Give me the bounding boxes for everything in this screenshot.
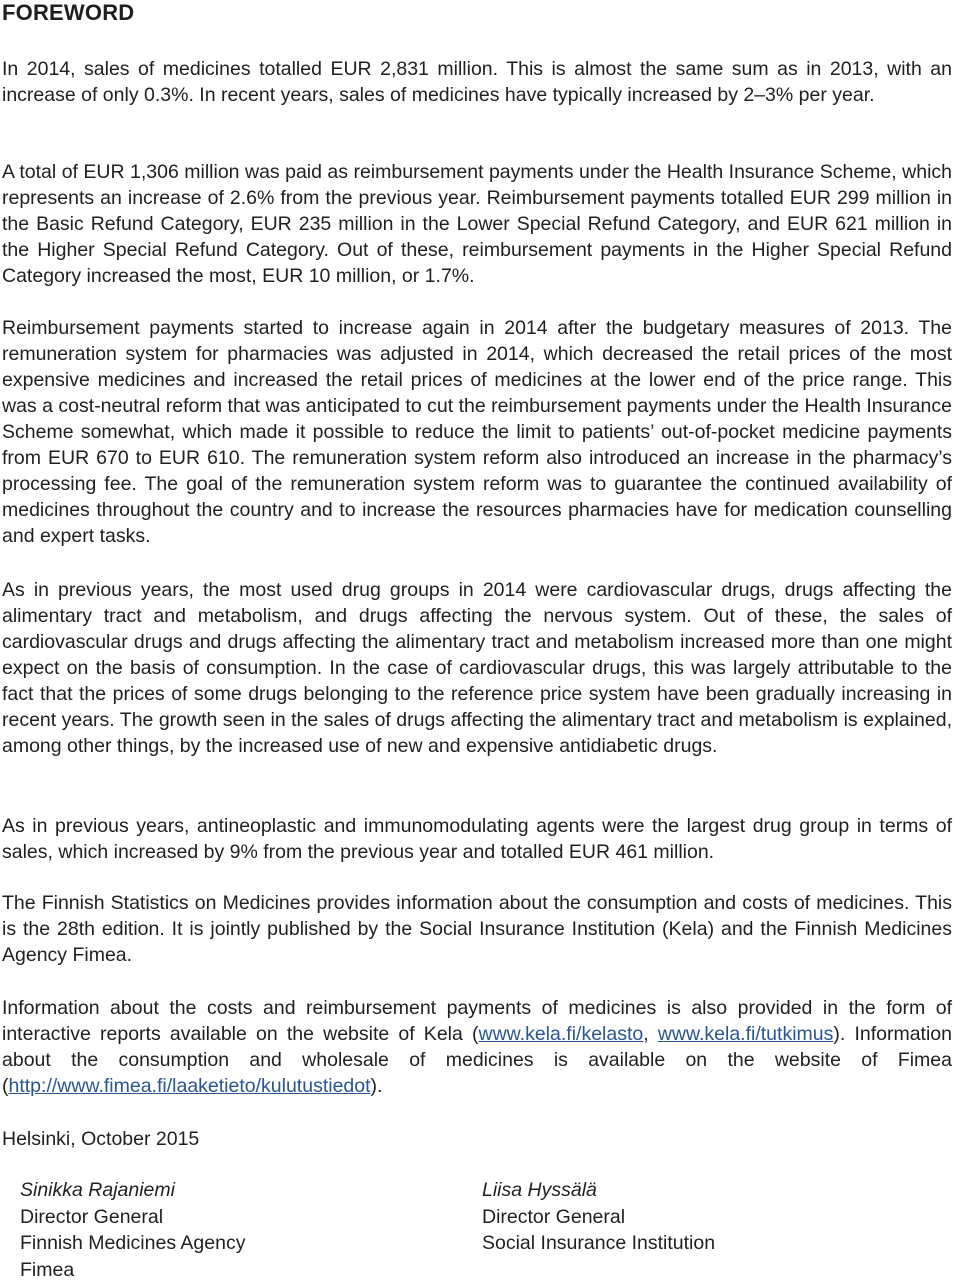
paragraph-antineoplastic: As in previous years, antineoplastic and immunomodulating agents were the largest drug group in terms of sales, which increased by 9% from the previous year and totalled EUR 461 million. bbox=[2, 813, 952, 865]
signatory-organization: Finnish Medicines Agency bbox=[20, 1230, 245, 1257]
websites-text-1: Information about the costs and reimbursement payments of medicines is also provided in the form of interactive reports available on the website of Kela ( bbox=[2, 997, 952, 1045]
paragraph-drug-groups: As in previous years, the most used drug groups in 2014 were cardiovascular drugs, drugs affecting the alimentary tract and metabolism, and drugs affecting the nervous system. Out of these, the sales of cardiovascular drugs and drugs affecting the alimentary tract and metabolism increased more than one might expect on the basis of consumption. In the case of cardiovascular drugs, this was largely attributable to the fact that the prices of some drugs belonging to the reference price system have been gradually increasing in recent years. The growth seen in the sales of drugs affecting the alimentary tract and metabolism is explained, among other things, by the increased use of new and expensive antidiabetic drugs. bbox=[2, 577, 952, 759]
signature-block-fimea bbox=[20, 1177, 245, 1283]
paragraph-websites bbox=[2, 995, 952, 1099]
link-kelasto[interactable]: www.kela.fi/kelasto bbox=[479, 1023, 644, 1045]
paragraph-publication: The Finnish Statistics on Medicines provides information about the consumption and costs of medicines. This is the 28th edition. It is jointly published by the Social Insurance Institution (Kela) and the Finnish Medicines Agency Fimea. bbox=[2, 890, 952, 968]
websites-text-2: ). Information about the consumption and wholesale of medicines is available on the website of Fimea ( bbox=[2, 1023, 952, 1097]
signatory-name: Liisa Hyssälä bbox=[482, 1177, 715, 1204]
place-date: Helsinki, October 2015 bbox=[2, 1126, 199, 1152]
link-fimea-consumption[interactable]: http://www.fimea.fi/laaketieto/kulutustiedot bbox=[9, 1075, 371, 1097]
paragraph-remuneration: Reimbursement payments started to increase again in 2014 after the budgetary measures of 2013. The remuneration system for pharmacies was adjusted in 2014, which decreased the retail prices of the most expensive medicines and increased the retail prices of medicines at the lower end of the price range. This was a cost-neutral reform that was anticipated to cut the reimbursement payments under the Health Insurance Scheme somewhat, which made it possible to reduce the limit to patients’ out-of-pocket medicine payments from EUR 670 to EUR 610. The remuneration system reform also introduced an increase in the pharmacy’s processing fee. The goal of the remuneration system reform was to guarantee the continued availability of medicines throughout the country and to increase the resources pharmacies have for medication counselling and expert tasks. bbox=[2, 315, 952, 549]
websites-text-3: ). bbox=[371, 1075, 383, 1097]
signature-block-kela bbox=[482, 1177, 715, 1257]
link-tutkimus[interactable]: www.kela.fi/tutkimus bbox=[658, 1023, 834, 1045]
paragraph-reimbursement: A total of EUR 1,306 million was paid as reimbursement payments under the Health Insurance Scheme, which represents an increase of 2.6% from the previous year. Reimbursement payments totalled EUR 299 million in the Basic Refund Category, EUR 235 million in the Lower Special Refund Category, and EUR 621 million in the Higher Special Refund Category. Out of these, reimbursement payments in the Higher Special Refund Category increased the most, EUR 10 million, or 1.7%. bbox=[2, 159, 952, 289]
websites-separator: , bbox=[643, 1023, 658, 1045]
signatory-name: Sinikka Rajaniemi bbox=[20, 1177, 245, 1204]
signatory-organization: Social Insurance Institution bbox=[482, 1230, 715, 1257]
signatory-organization-short: Fimea bbox=[20, 1257, 245, 1283]
signatory-title: Director General bbox=[20, 1204, 245, 1231]
paragraph-sales: In 2014, sales of medicines totalled EUR 2,831 million. This is almost the same sum as in 2013, with an increase of only 0.3%. In recent years, sales of medicines have typically increased by 2–3% per year. bbox=[2, 56, 952, 108]
signatory-title: Director General bbox=[482, 1204, 715, 1231]
page-title: FOREWORD bbox=[2, 0, 134, 26]
